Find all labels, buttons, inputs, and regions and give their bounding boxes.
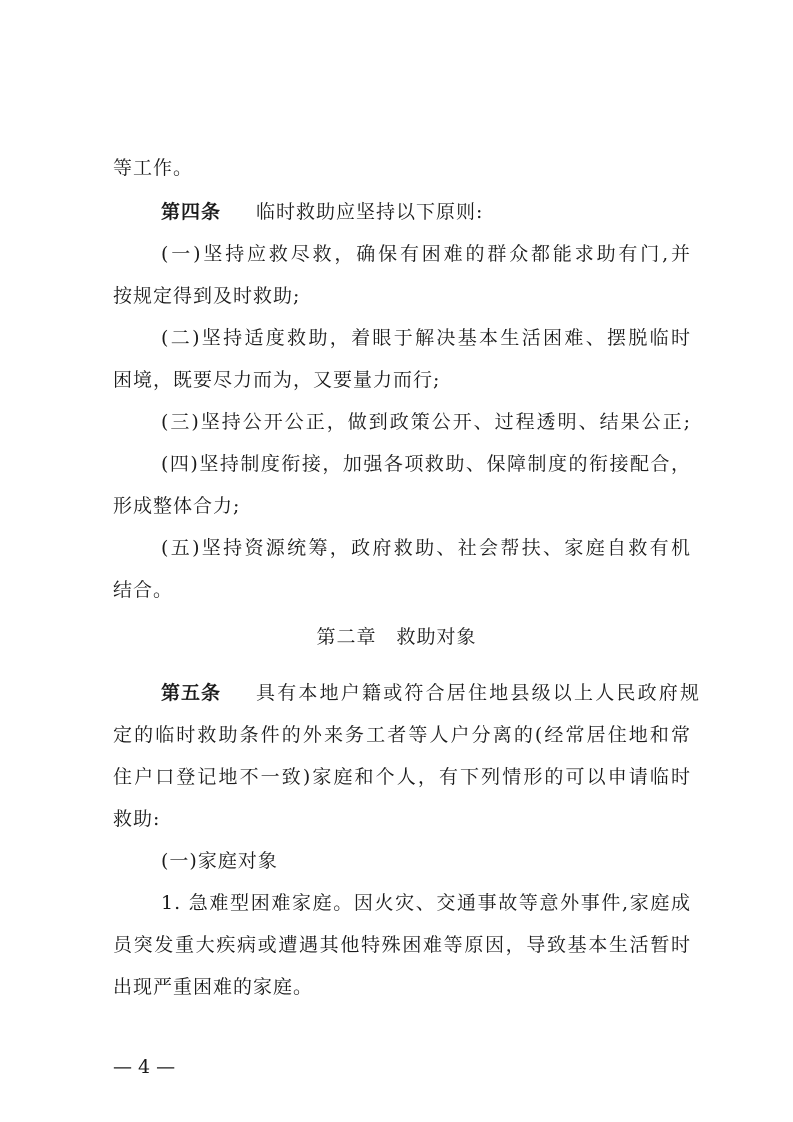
text-line: (二)坚持适度救助，着眼于解决基本生活困难、摆脱临时 [161,327,691,349]
text-line: (四)坚持制度衔接，加强各项救助、保障制度的衔接配合， [161,453,691,475]
text-line: 结合。 [113,579,174,601]
text-line: (三)坚持公开公正，做到政策公开、过程透明、结果公正; [161,411,691,433]
text-line: 形成整体合力; [113,495,241,517]
text-line: 1. 急难型困难家庭。因火灾、交通事故等意外事件,家庭成 [161,892,691,914]
article-4-label: 第四条 [161,201,222,223]
text-line: 住户口登记地不一致)家庭和个人，有下列情形的可以申请临时 [113,766,691,788]
text-line: 困境，既要尽力而为，又要量力而行; [113,369,441,391]
text-line: 按规定得到及时救助; [113,285,301,307]
text-line: 员突发重大疾病或遭遇其他特殊困难等原因，导致基本生活暂时 [113,934,691,956]
text-line: 救助: [113,808,161,830]
chapter-heading: 第二章 救助对象 [316,626,477,648]
text-line: (一)家庭对象 [161,850,278,872]
text-line: (一)坚持应救尽救，确保有困难的群众都能求助有门,并 [161,243,691,265]
page-number: — 4 — [113,1056,176,1078]
text-line: 具有本地户籍或符合居住地县级以上人民政府规 [256,682,702,704]
text-line: 出现严重困难的家庭。 [113,976,314,998]
text-line: 临时救助应坚持以下原则: [256,201,484,223]
text-line: 定的临时救助条件的外来务工者等人户分离的(经常居住地和常 [113,724,691,746]
text-line: (五)坚持资源统筹，政府救助、社会帮扶、家庭自救有机 [161,537,691,559]
text-line: 等工作。 [113,157,194,179]
article-5-label: 第五条 [161,682,222,704]
